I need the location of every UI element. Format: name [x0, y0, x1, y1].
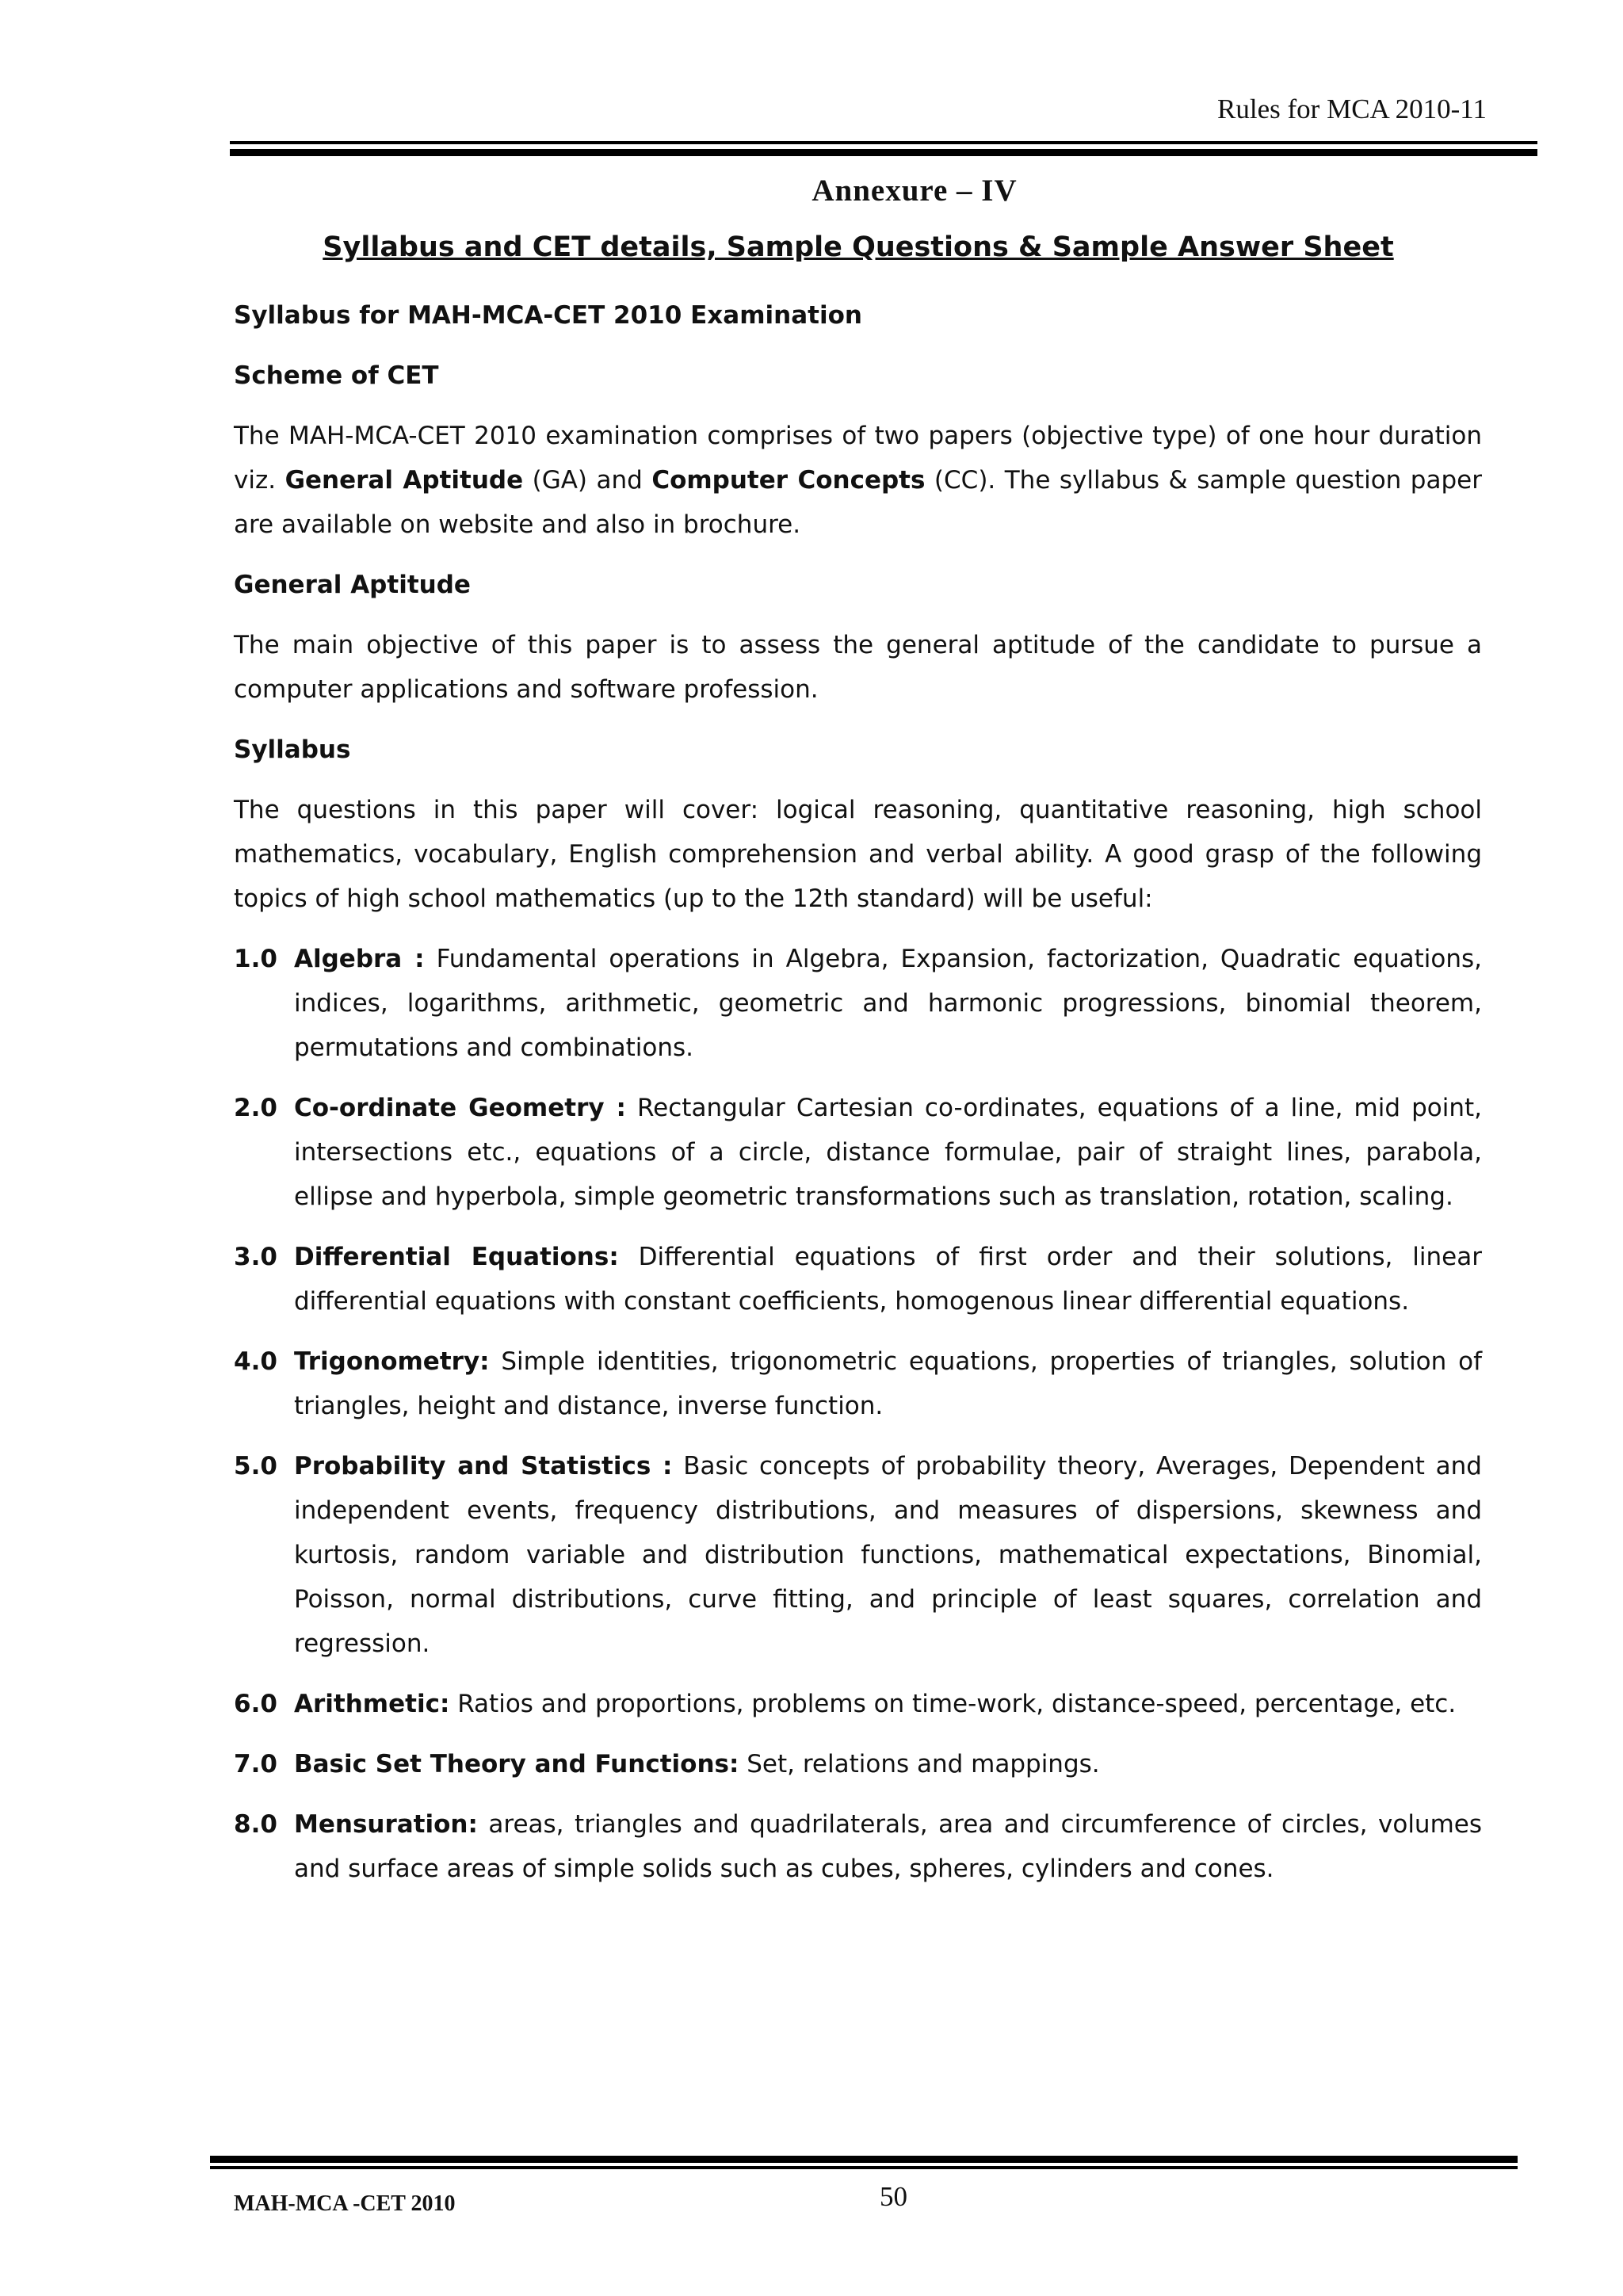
- item-title: Differential Equations:: [294, 1243, 619, 1271]
- scheme-bold-ga: General Aptitude: [285, 466, 524, 495]
- item-number: 7.0: [234, 1750, 277, 1778]
- page-number: 50: [880, 2181, 907, 2212]
- scheme-text-1: The MAH-MCA-CET 2010 examination comprises of two papers (objective type) of one hour duration viz.: [234, 422, 1482, 495]
- item-title: Arithmetic:: [294, 1690, 450, 1718]
- list-item: [234, 1444, 1482, 1666]
- list-item: [234, 1802, 1482, 1891]
- item-title: Mensuration:: [294, 1810, 478, 1839]
- list-item: [234, 937, 1482, 1070]
- item-text: Fundamental operations in Algebra, Expansion, factorization, Quadratic equations, indices, logarithms, arithmetic, geometric and harmonic progressions, binomial theorem, permutations and combinations.: [294, 945, 1482, 1062]
- item-title: Basic Set Theory and Functions:: [294, 1750, 739, 1778]
- item-text: areas, triangles and quadrilaterals, area and circumference of circles, volumes and surface areas of simple solids such as cubes, spheres, cylinders and cones.: [294, 1810, 1482, 1883]
- syllabus-intro: The questions in this paper will cover: logical reasoning, quantitative reasoning, high school mathematics, vocabulary, English comprehension and verbal ability. A good grasp of the following topics of high school mathematics (up to the 12th standard) will be useful:: [234, 796, 1482, 913]
- item-number: 4.0: [234, 1347, 277, 1376]
- document-title: Syllabus and CET details, Sample Questions & Sample Answer Sheet: [323, 231, 1394, 263]
- footer-exam-name: MAH-MCA -CET 2010: [234, 2191, 456, 2216]
- scheme-bold-cc: Computer Concepts: [651, 466, 926, 495]
- list-item: [234, 1742, 1482, 1786]
- item-title: Probability and Statistics :: [294, 1452, 673, 1480]
- item-number: 3.0: [234, 1243, 277, 1271]
- item-number: 5.0: [234, 1452, 277, 1480]
- item-title: Algebra :: [294, 945, 425, 973]
- scheme-paragraph: [234, 414, 1482, 547]
- item-text: Basic concepts of probability theory, Averages, Dependent and independent events, frequency distributions, and measures of dispersions, skewness and kurtosis, random variable and distribution functions, mathematical expectations, Binomial, Poisson, normal distributions, curve fitting, and principle of least squares, correlation and regression.: [294, 1452, 1482, 1658]
- scheme-heading: Scheme of CET: [234, 361, 439, 390]
- item-text: Rectangular Cartesian co-ordinates, equations of a line, mid point, intersections etc., equations of a circle, distance formulae, pair of straight lines, parabola, ellipse and hyperbola, simple geometric transformations such as translation, rotation, scaling.: [294, 1094, 1482, 1211]
- running-header: Rules for MCA 2010-11: [1217, 94, 1487, 124]
- general-aptitude-paragraph: The main objective of this paper is to assess the general aptitude of the candidate to pursue a computer applications and software profession.: [234, 631, 1482, 704]
- item-number: 6.0: [234, 1690, 277, 1718]
- item-text: Ratios and proportions, problems on time-work, distance-speed, percentage, etc.: [449, 1690, 1457, 1718]
- annexure-heading: Annexure – IV: [812, 174, 1018, 208]
- scheme-text-3: (CC). The syllabus & sample question paper are available on website and also in brochure.: [234, 466, 1482, 539]
- syllabus-topic-list: [234, 937, 1482, 1891]
- scheme-text-2: (GA) and: [523, 466, 652, 495]
- list-item: [234, 1339, 1482, 1428]
- footer-double-rule: [210, 2156, 1518, 2169]
- item-title: Trigonometry:: [294, 1347, 490, 1376]
- item-number: 2.0: [234, 1094, 277, 1122]
- item-text: Differential equations of first order and their solutions, linear differential equations with constant coefficients, homogenous linear differential equations.: [294, 1243, 1482, 1316]
- item-number: 8.0: [234, 1810, 277, 1839]
- list-item: [234, 1086, 1482, 1219]
- item-text: Simple identities, trigonometric equations, properties of triangles, solution of triangles, height and distance, inverse function.: [294, 1347, 1482, 1420]
- header-double-rule: [230, 141, 1537, 156]
- syllabus-exam-heading: Syllabus for MAH-MCA-CET 2010 Examination: [234, 301, 862, 330]
- general-aptitude-heading: General Aptitude: [234, 571, 471, 599]
- item-title: Co-ordinate Geometry :: [294, 1094, 626, 1122]
- list-item: [234, 1682, 1482, 1726]
- syllabus-heading: Syllabus: [234, 735, 351, 764]
- item-number: 1.0: [234, 945, 277, 973]
- document-body: [234, 293, 1482, 1907]
- item-text: Set, relations and mappings.: [739, 1750, 1100, 1778]
- list-item: [234, 1235, 1482, 1324]
